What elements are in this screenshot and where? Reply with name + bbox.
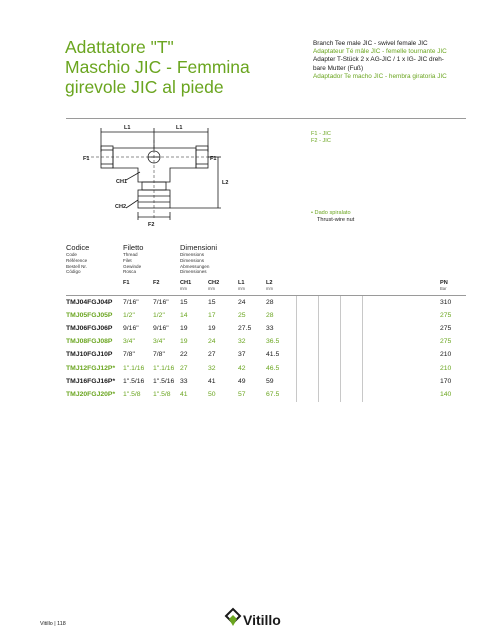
legend-nut-it — [311, 210, 354, 217]
cell-l2: 59 — [266, 377, 274, 385]
column-label: F1 — [123, 280, 130, 286]
cell-code: TMJ16FGJ16P* — [66, 377, 116, 385]
column-header — [123, 280, 130, 286]
dimensioni-label: Dimensioni — [180, 243, 218, 252]
column-unit: mm — [180, 286, 187, 291]
cell-f2: 9/16" — [153, 325, 169, 333]
label-f1: F1 — [83, 156, 90, 162]
codice-header — [66, 243, 89, 275]
fitting-diagram — [66, 120, 246, 240]
table-row — [66, 310, 466, 323]
cell-l2: 67.5 — [266, 390, 280, 398]
column-label: L1 — [238, 280, 245, 286]
column-label: L2 — [266, 280, 273, 286]
label-ch2: CH2 — [115, 204, 127, 210]
cell-ch1: 22 — [180, 351, 188, 359]
cell-ch2: 27 — [208, 351, 216, 359]
cell-l1: 42 — [238, 364, 246, 372]
codice-sub: Bestell Nr. — [66, 263, 87, 269]
column-unit: Bar — [440, 286, 447, 291]
cell-ch1: 14 — [180, 312, 188, 320]
filetto-header — [123, 243, 143, 275]
cell-l1: 32 — [238, 338, 246, 346]
cell-l1: 57 — [238, 390, 246, 398]
column-header — [180, 280, 191, 291]
table-row — [66, 363, 466, 376]
cell-l2: 28 — [266, 312, 274, 320]
cell-code: TMJ04FGJ04P — [66, 299, 113, 306]
dimensioni-sub: Dimensiones — [180, 269, 207, 275]
table-row — [66, 349, 466, 362]
filetto-sub: Rosca — [123, 269, 137, 275]
title-line: girevole JIC al piede — [65, 77, 224, 97]
table-row — [66, 323, 466, 336]
thread-legend — [311, 131, 331, 145]
cell-f1: 1".5/8 — [123, 390, 141, 398]
cell-f2: 1".5/16 — [153, 377, 175, 385]
cell-ch1: 19 — [180, 325, 188, 333]
column-label: CH2 — [208, 280, 220, 286]
page-title — [65, 37, 300, 97]
cell-l2: 41.5 — [266, 351, 280, 359]
codice-sub: Código — [66, 269, 81, 275]
divider — [66, 295, 466, 296]
cell-l1: 49 — [238, 377, 246, 385]
cell-l2: 46.5 — [266, 364, 280, 372]
title-line: Adattatore "T" — [65, 37, 174, 57]
cell-f1: 7/8" — [123, 351, 135, 359]
nut-legend — [311, 210, 354, 224]
codice-label: Codice — [66, 243, 90, 252]
cell-pn: 210 — [440, 364, 452, 372]
filetto-sub: Filet — [123, 257, 132, 263]
column-label: PN — [440, 280, 448, 286]
column-unit: mm — [266, 286, 273, 291]
cell-pn: 275 — [440, 338, 452, 346]
column-header — [440, 280, 448, 291]
cell-ch1: 19 — [180, 338, 188, 346]
bullet-icon: • — [311, 210, 313, 216]
label-l1: L1 — [124, 125, 131, 131]
cell-ch1: 15 — [180, 299, 188, 306]
cell-f2: 1".5/8 — [153, 390, 171, 398]
translations — [313, 40, 483, 81]
codice-sub: Code — [66, 252, 77, 257]
label-f2: F2 — [148, 222, 155, 228]
cell-f2: 7/8" — [153, 351, 165, 359]
cell-ch1: 41 — [180, 390, 188, 398]
dimensioni-sub: Abmessungen — [180, 263, 210, 269]
divider — [66, 118, 466, 119]
cell-f2: 1".1/16 — [153, 364, 175, 372]
cell-f1: 3/4" — [123, 338, 135, 346]
cell-f1: 1/2" — [123, 312, 135, 320]
title-line: Maschio JIC - Femmina — [65, 57, 250, 77]
cell-f1: 1".5/16 — [123, 377, 145, 385]
column-headers — [0, 280, 494, 296]
dimensioni-sub: Dimensions — [180, 252, 204, 257]
label-l1: L1 — [176, 125, 183, 131]
cell-ch2: 32 — [208, 364, 216, 372]
cell-code: TMJ12FGJ12P* — [66, 364, 116, 372]
table-row — [66, 336, 466, 349]
cell-ch2: 19 — [208, 325, 216, 333]
legend-f1: F1 - JIC — [311, 131, 331, 137]
translation-line: Branch Tee male JIC - swivel female JIC — [313, 40, 428, 47]
column-header — [238, 280, 245, 291]
column-unit: mm — [238, 286, 245, 291]
column-label: F2 — [153, 280, 160, 286]
filetto-sub: Thread — [123, 252, 138, 257]
cell-ch1: 27 — [180, 364, 188, 372]
translation-line: Adaptador Te macho JIC - hembra giratoria JIC — [313, 72, 447, 80]
cell-f1: 7/16" — [123, 299, 139, 306]
cell-l2: 36.5 — [266, 338, 280, 346]
table-row — [66, 389, 466, 402]
cell-ch2: 15 — [208, 299, 216, 306]
cell-code: TMJ06FGJ06P — [66, 325, 113, 333]
codice-sub: Référence — [66, 257, 88, 263]
translation-line: Adapter T-Stück 2 x AG-JIC / 1 x IG- JIC dreh- — [313, 56, 444, 64]
cell-pn: 275 — [440, 312, 452, 320]
cell-l2: 33 — [266, 325, 274, 333]
brand-name: Vitillo — [243, 612, 281, 628]
cell-pn: 170 — [440, 377, 452, 385]
translation-line: Adaptateur Té mâle JIC - femelle tournante JIC — [313, 48, 447, 56]
cell-code: TMJ05FGJ05P — [66, 312, 113, 320]
cell-ch2: 41 — [208, 377, 216, 385]
vitillo-logo-icon — [224, 606, 242, 628]
cell-ch1: 33 — [180, 377, 188, 385]
column-unit: mm — [208, 286, 215, 291]
cell-l2: 28 — [266, 299, 274, 306]
label-l2: L2 — [222, 180, 229, 186]
translation-line: bare Mutter (Fuß) — [313, 64, 364, 72]
cell-l1: 27.5 — [238, 325, 252, 333]
column-header — [153, 280, 160, 286]
dimensioni-sub: Dimensions — [180, 257, 204, 263]
column-header — [208, 280, 219, 291]
label-ch1: CH1 — [116, 179, 128, 185]
cell-pn: 275 — [440, 325, 452, 333]
label-f1: F1 — [210, 156, 217, 162]
cell-code: TMJ10FGJ10P — [66, 351, 113, 359]
cell-f1: 1".1/16 — [123, 364, 145, 372]
cell-f2: 7/16" — [153, 299, 169, 306]
dimensioni-header — [180, 243, 217, 275]
cell-pn: 210 — [440, 351, 452, 359]
cell-l1: 25 — [238, 312, 246, 320]
cell-l1: 37 — [238, 351, 246, 359]
cell-f2: 1/2" — [153, 312, 165, 320]
cell-code: TMJ08FGJ08P — [66, 338, 113, 346]
cell-ch2: 17 — [208, 312, 216, 320]
legend-f2: F2 - JIC — [311, 138, 331, 144]
column-label: CH1 — [180, 280, 192, 286]
cell-ch2: 24 — [208, 338, 216, 346]
cell-code: TMJ20FGJ20P* — [66, 390, 116, 398]
cell-pn: 140 — [440, 390, 452, 398]
legend-nut-en: Thrust-wire nut — [317, 217, 355, 223]
legend-nut-label: Dado spiralato — [314, 210, 351, 216]
cell-l1: 24 — [238, 299, 246, 306]
cell-pn: 310 — [440, 299, 452, 306]
table-row — [66, 376, 466, 389]
filetto-label: Filetto — [123, 243, 144, 252]
cell-f1: 9/16" — [123, 325, 139, 333]
cell-ch2: 50 — [208, 390, 216, 398]
filetto-sub: Gewinde — [123, 263, 142, 269]
column-header — [266, 280, 273, 291]
cell-f2: 3/4" — [153, 338, 165, 346]
page-number: Vitillo | 118 — [40, 621, 66, 627]
table-row — [66, 297, 466, 310]
